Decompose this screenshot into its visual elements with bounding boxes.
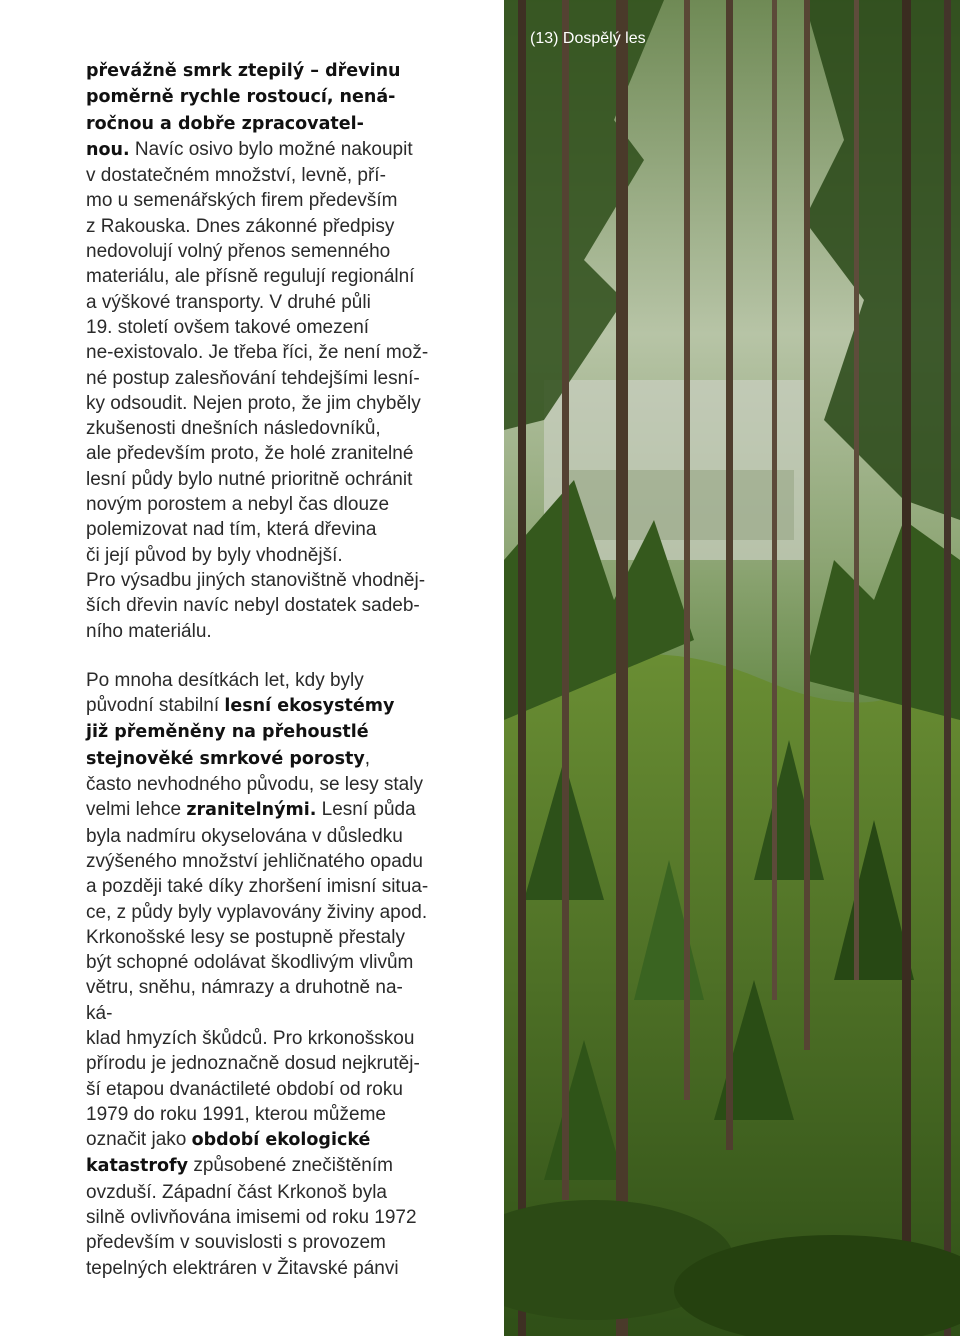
paragraph-1 — [86, 58, 481, 644]
text-span: ne-existovalo. Je třeba říci, že není mož- — [86, 342, 429, 364]
text-span: byla nadmíru okyselována v důsledku — [86, 825, 403, 847]
text-span: původní stabilní — [86, 695, 225, 717]
bold-span: stejnověké smrkové porosty — [86, 748, 365, 769]
text-line — [86, 593, 481, 618]
photo-caption: (13) Dospělý les — [530, 30, 646, 47]
text-line — [86, 188, 481, 213]
text-line — [86, 239, 481, 264]
text-span: né postup zalesňování tehdejšími lesní- — [86, 367, 420, 389]
article-text-column — [86, 58, 481, 1281]
text-span: a později také díky zhoršení imisní situa- — [86, 876, 429, 898]
text-line — [86, 797, 481, 823]
bold-span: období ekologické — [191, 1130, 371, 1151]
text-span: lesní půdy bylo nutné prioritně ochránit — [86, 468, 413, 490]
text-span: velmi lehce — [86, 799, 187, 821]
bold-span: ročnou a dobře zpracovatel- — [86, 113, 364, 134]
text-span: 19. století ovšem takové omezení — [86, 316, 370, 338]
text-span: silně ovlivňována imisemi od roku 1972 — [86, 1207, 417, 1229]
text-line — [86, 772, 481, 797]
text-line — [86, 900, 481, 925]
text-line — [86, 849, 481, 874]
forest-photo — [504, 0, 960, 1336]
text-line — [86, 467, 481, 492]
text-span: Lesní půda — [316, 799, 416, 821]
text-line — [86, 84, 481, 110]
text-span: větru, sněhu, námrazy a druhotně na- — [86, 977, 403, 999]
bold-span: poměrně rychle rostoucí, nená- — [86, 87, 396, 108]
text-line — [86, 668, 481, 693]
text-line — [86, 746, 481, 772]
text-span: ce, z půdy byly vyplavovány živiny apod. — [86, 901, 428, 923]
text-line — [86, 416, 481, 441]
text-line — [86, 492, 481, 517]
text-span: zkušenosti dnešních následovníků, — [86, 418, 381, 440]
text-span: především v souvislosti s provozem — [86, 1232, 386, 1254]
text-line — [86, 950, 481, 975]
text-line — [86, 719, 481, 745]
text-span: Krkonošské lesy se postupně přestaly — [86, 926, 405, 948]
text-line — [86, 1026, 481, 1051]
text-line — [86, 1077, 481, 1102]
text-span: 1979 do roku 1991, kterou můžeme — [86, 1103, 386, 1125]
text-span: Pro výsadbu jiných stanovištně vhodněj- — [86, 569, 426, 591]
text-span: označit jako — [86, 1129, 192, 1151]
text-line — [86, 925, 481, 950]
paragraph-gap — [86, 644, 481, 668]
text-span: ního materiálu. — [86, 620, 212, 642]
text-line — [86, 366, 481, 391]
text-span: novým porostem a nebyl čas dlouze — [86, 494, 390, 516]
text-line — [86, 1180, 481, 1205]
text-span: polemizovat nad tím, která dřevina — [86, 519, 377, 541]
text-line — [86, 1102, 481, 1127]
text-line — [86, 264, 481, 289]
text-line — [86, 340, 481, 365]
text-line — [86, 391, 481, 416]
bold-span: zranitelnými. — [186, 800, 317, 821]
text-span: přírodu je jednoznačně dosud nejkrutěj- — [86, 1053, 420, 1075]
text-span: ky odsoudit. Nejen proto, že jim chyběly — [86, 392, 421, 414]
text-span: často nevhodného původu, se lesy staly — [86, 774, 423, 796]
bold-span: lesní ekosystémy — [224, 696, 395, 717]
text-line — [86, 58, 481, 84]
text-span: ale především proto, že holé zranitelné — [86, 443, 414, 465]
text-line — [86, 1153, 481, 1179]
bold-span: převážně smrk ztepilý – dřevinu — [86, 61, 401, 81]
text-span: ovzduší. Západní část Krkonoš byla — [86, 1181, 387, 1203]
text-span: být schopné odolávat škodlivým vlivům — [86, 952, 414, 974]
text-span: tepelných elektráren v Žitavské pánvi — [86, 1257, 399, 1279]
text-line — [86, 1205, 481, 1230]
text-span: zvýšeného množství jehličnatého opadu — [86, 850, 423, 872]
text-line — [86, 214, 481, 239]
text-span: Po mnoha desítkách let, kdy byly — [86, 669, 364, 691]
text-line — [86, 315, 481, 340]
text-line — [86, 1127, 481, 1153]
bold-span: nou. — [86, 139, 130, 160]
text-span: materiálu, ale přísně regulují regionální — [86, 266, 415, 288]
text-line — [86, 441, 481, 466]
text-span: v dostatečném množství, levně, pří- — [86, 165, 386, 187]
text-span: či její původ by byly vhodnější. — [86, 544, 343, 566]
text-span: ká- — [86, 1002, 113, 1024]
text-line — [86, 163, 481, 188]
text-span: klad hmyzích škůdců. Pro krkonošskou — [86, 1027, 415, 1049]
text-line — [86, 874, 481, 899]
text-span: z Rakouska. Dnes zákonné předpisy — [86, 215, 395, 237]
text-line — [86, 1051, 481, 1076]
text-line — [86, 543, 481, 568]
text-line — [86, 619, 481, 644]
text-line — [86, 517, 481, 542]
text-line — [86, 1256, 481, 1281]
text-span: ších dřevin navíc nebyl dostatek sadeb- — [86, 595, 420, 617]
text-line — [86, 975, 481, 1000]
bold-span: katastrofy — [86, 1156, 189, 1177]
text-span: mo u semenářských firem především — [86, 190, 398, 212]
text-line — [86, 693, 481, 719]
text-line — [86, 1230, 481, 1255]
text-line — [86, 568, 481, 593]
bold-span: již přeměněny na přehoustlé — [86, 722, 369, 743]
text-span: Navíc osivo bylo možné nakoupit — [129, 138, 413, 160]
text-line — [86, 824, 481, 849]
paragraph-2 — [86, 668, 481, 1281]
text-line — [86, 290, 481, 315]
text-line — [86, 1001, 481, 1026]
text-span: ší etapou dvanáctileté období od roku — [86, 1078, 403, 1100]
text-span: způsobené znečištěním — [188, 1155, 393, 1177]
text-span: nedovolují volný přenos semenného — [86, 241, 391, 263]
text-line — [86, 137, 481, 163]
text-line — [86, 111, 481, 137]
text-span: a výškové transporty. V druhé půli — [86, 291, 371, 313]
text-span: , — [364, 747, 371, 769]
